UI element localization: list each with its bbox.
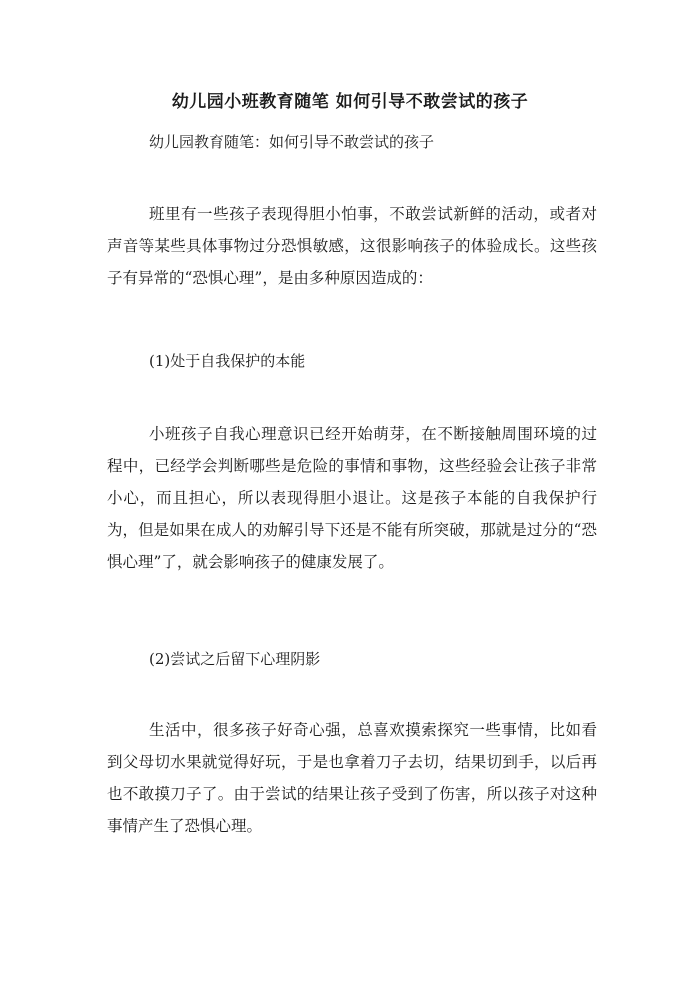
document-subtitle: 幼儿园教育随笔：如何引导不敢尝试的孩子 xyxy=(149,133,435,151)
paragraph-self-protection: 小班孩子自我心理意识已经开始萌芽，在不断接触周围环境的过程中，已经学会判断哪些是危险的事情和事物，这些经验会让孩子非常小心，而且担心，所以表现得胆小退让。这是孩子本能的自我保护行为，但是如果在成人的劝解引导下还是不能有所突破，那就是过分的“恐惧心理”了，就会影响孩子的健康发展了。 xyxy=(107,425,597,571)
section-heading-2: (2)尝试之后留下心理阴影 xyxy=(149,650,321,668)
paragraph-psychological-shadow: 生活中，很多孩子好奇心强，总喜欢摸索探究一些事情，比如看到父母切水果就觉得好玩，于是也拿着刀子去切，结果切到手，以后再也不敢摸刀子了。由于尝试的结果让孩子受到了伤害，所以孩子对这种事情产生了恐惧心理。 xyxy=(107,721,597,835)
document-title: 幼儿园小班教育随笔 如何引导不敢尝试的孩子 xyxy=(171,92,529,112)
section-heading-1: (1)处于自我保护的本能 xyxy=(149,352,306,370)
paragraph-intro: 班里有一些孩子表现得胆小怕事，不敢尝试新鲜的活动，或者对声音等某些具体事物过分恐惧敏感，这很影响孩子的体验成长。这些孩子有异常的“恐惧心理”，是由多种原因造成的： xyxy=(107,205,597,287)
